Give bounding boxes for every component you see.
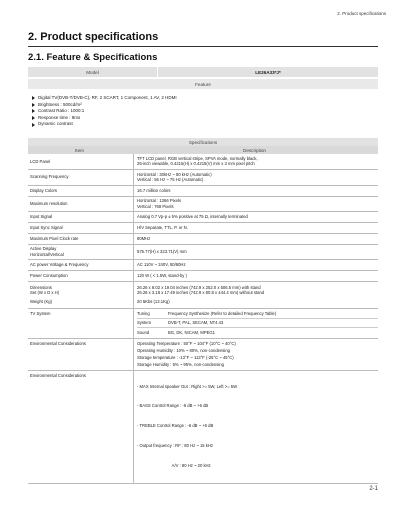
model-value: LE26A33*J* <box>255 69 281 75</box>
table-row <box>28 169 378 185</box>
spec-item: AC power Voltage & Frequency <box>28 259 134 270</box>
table-row <box>28 270 378 281</box>
spec-item: LCD Panel <box>28 154 134 169</box>
spec-item: Maximum Pixel Clock rate <box>28 233 134 244</box>
spec-description: AC 110V ~ 240V, 50/60Hz <box>134 259 379 270</box>
spec-item: Input Sync Signal <box>28 222 134 233</box>
bullet-triangle-icon <box>32 109 35 113</box>
table-row <box>28 338 378 370</box>
table-row <box>28 154 378 169</box>
spec-item: TV System <box>28 308 134 338</box>
table-row <box>28 370 378 483</box>
feature-column-header: Feature <box>195 81 211 87</box>
tv-system-subrow: Sound BG, DK, NICAM, MPEG1 <box>137 329 216 335</box>
feature-item: Digital TV(DVB-T/DVB-C), RF, 2 SCART, 1 Component, 1 AV, 2 HDMI <box>32 95 177 102</box>
spec-description: TFT LCD panel, RGB vertical stripe, SPVA mode, normally black, 26-inch viewable, 0.4215(H) x 0.4215(V) mm x 3 mm pixel pitch <box>134 154 379 169</box>
bullet-triangle-icon <box>32 116 35 120</box>
specifications-title: Specifications <box>188 139 218 145</box>
section-title: 2. Product specifications <box>28 31 159 43</box>
spec-description: Analog 0.7 Vp-p ± 5% positive at 75 Ω, internally terminated <box>134 211 379 222</box>
table-row <box>28 233 378 244</box>
bullet-triangle-icon <box>32 96 35 100</box>
feature-list <box>32 95 177 128</box>
table-row <box>28 244 378 259</box>
tv-system-subrow: System DVB-T, PAL, SECAM, NT4.43 <box>137 319 378 328</box>
spec-description: 575.77(H) x 323.71(V) mm <box>134 244 379 259</box>
spec-item: Maximum resolution <box>28 196 134 211</box>
spec-item: Power Consumption <box>28 270 134 281</box>
spec-item: Active Display Horizontal/Vertical <box>28 244 134 259</box>
spec-description: 26.26 x 8.02 x 19.04 inches (742.9 x 252.0 x 506.5 mm) with stand 26.26 x 3.18 x 17.49 inches (742.9 x 80.8 x 444.4 mm) without stand 20 5Kbs (13.1Kg) <box>134 281 379 308</box>
spec-description: 120 W ( < 1.5W, stand-by ) <box>134 270 379 281</box>
table-row <box>28 222 378 233</box>
spec-description: Operating Temperature : 50°F ~ 104°F (10°C ~ 40°C) Operating Humidity : 10% ~ 80%, non-condensing Storage temperature : -13°F ~ 113°F (-25°C ~ 45°C) Storage Humidity : 5% ~ 95%, non-condensing <box>134 338 379 370</box>
spec-table <box>28 154 378 484</box>
spec-item: Display Colors <box>28 185 134 196</box>
spec-description <box>134 308 379 338</box>
table-row <box>28 211 378 222</box>
feature-item: Response time : 8ms <box>32 115 177 122</box>
section-divider <box>28 46 378 47</box>
spec-description: Horizontal : 1366 Pixels Vertical : 768 Pixels <box>134 196 379 211</box>
page-number: 2-1 <box>369 486 378 492</box>
tv-system-subrow: Tuning Frequency Synthesize (Refer to detailed Frequency Table) <box>137 310 378 319</box>
bullet-triangle-icon <box>32 103 35 107</box>
table-row <box>28 308 378 338</box>
model-column-header: Model <box>28 67 158 77</box>
model-header-row <box>28 67 378 77</box>
specifications-header <box>28 138 378 146</box>
description-column-header: Description <box>243 147 266 153</box>
running-header: 2. Product specifications <box>337 11 386 16</box>
feature-header-row <box>28 79 378 89</box>
feature-item: Brightness : 500cd/m² <box>32 102 177 109</box>
spec-description: H/V Separate, TTL, P. or N. <box>134 222 379 233</box>
spec-item: Input Signal <box>28 211 134 222</box>
table-row <box>28 281 378 308</box>
bullet-triangle-icon <box>32 123 35 127</box>
spec-description: 80MHz <box>134 233 379 244</box>
feature-item: Dynamic contrast <box>32 121 177 128</box>
spec-item: Dimensions Set (W x D x H) Weight (Kg) <box>28 281 134 308</box>
spec-item: Environmental Considerations <box>28 370 134 483</box>
spec-description: Horizontal : 30kHz ~ 80 kHz (Automatic) Vertical : 56 Hz ~ 75 Hz (Automatic) <box>134 169 379 185</box>
table-row <box>28 259 378 270</box>
subsection-title: 2.1. Feature & Specifications <box>28 52 158 63</box>
feature-item: Contrast Ratio : 1000:1 <box>32 108 177 115</box>
spec-description: 16.7 million colors <box>134 185 379 196</box>
spec-item: Scanning Frequency <box>28 169 134 185</box>
table-row <box>28 196 378 211</box>
spec-item: Environmental Considerations <box>28 338 134 370</box>
table-row <box>28 185 378 196</box>
spec-column-header-row <box>28 146 378 154</box>
spec-description: - MAX Internal speaker Out : Right >= 5W, Left >= 5W - BASS Control Range : -6 dB ~ +6 dB - TREBLE Control Range : -6 dB ~ +6 dB - Output frequency : RF : 80 Hz ~ 15 kHz A/V : 80 Hz ~ 20 kHz <box>134 370 379 483</box>
item-column-header: Item <box>75 147 84 153</box>
